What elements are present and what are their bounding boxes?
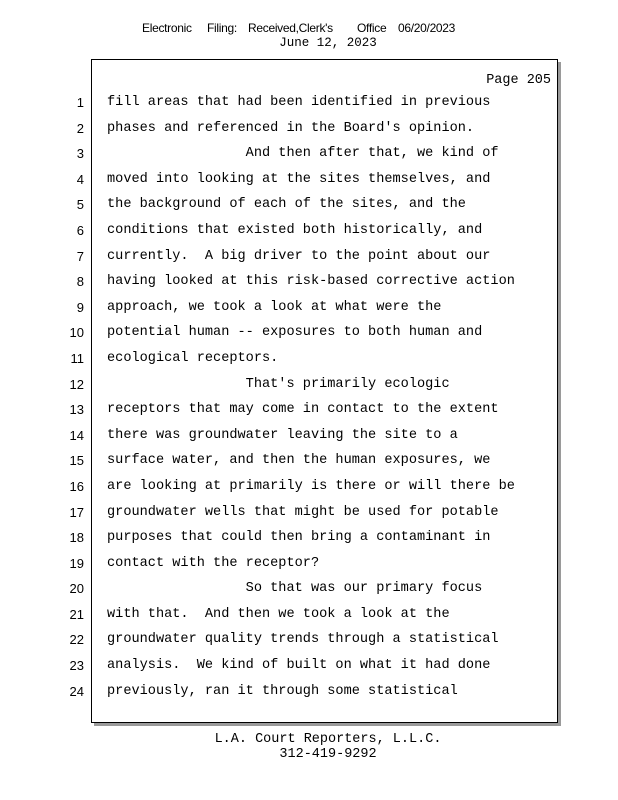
transcript-line: approach, we took a look at what were the [107,299,442,315]
transcript-line: contact with the receptor? [107,555,320,571]
line-number: 6 [76,222,84,238]
transcript-line: groundwater quality trends through a statistical [107,632,499,648]
transcript-line: phases and referenced in the Board's opinion. [107,120,475,136]
transcript-line: purposes that could then bring a contaminant in [107,530,491,546]
stamp-received-clerks: Received,Clerk's [248,21,333,35]
transcript-date: June 12, 2023 [279,36,377,50]
stamp-filing: Filing: [207,21,237,35]
line-number: 11 [70,350,84,366]
line-number: 22 [69,632,84,648]
transcript-line: conditions that existed both historically, and [107,222,483,238]
transcript-line: with that. And then we took a look at the [107,606,450,622]
line-number: 24 [69,683,84,699]
line-number-column [0,91,84,705]
line-number: 10 [69,325,84,341]
transcript-line: surface water, and then the human exposures, we [107,453,491,469]
transcript-line: previously, ran it through some statistical [107,683,458,699]
transcript-line: are looking at primarily is there or will there be [107,478,515,494]
line-number: 2 [76,120,84,136]
line-number: 5 [76,197,84,213]
transcript-line: ecological receptors. [107,350,279,366]
transcript-line: analysis. We kind of built on what it had done [107,658,491,674]
electronic-filing-stamp [0,21,618,37]
transcript-line: And then after that, we kind of [107,146,499,162]
line-number: 18 [69,530,84,546]
transcript-line: potential human -- exposures to both human and [107,325,483,341]
transcript-line: there was groundwater leaving the site to a [107,427,458,443]
stamp-electronic: Electronic [142,21,192,35]
transcript-line: fill areas that had been identified in previous [107,95,491,110]
line-number: 7 [76,248,84,264]
line-number: 8 [76,274,84,290]
reporter-company: L.A. Court Reporters, L.L.C. [214,732,442,747]
line-number: 20 [69,581,84,597]
line-number: 12 [69,376,84,392]
line-number: 21 [69,606,84,622]
transcript-line: groundwater wells that might be used for potable [107,504,499,520]
transcript-line: having looked at this risk-based corrective action [107,274,515,290]
reporter-footer [0,732,618,762]
page-number: Page 205 [486,73,551,88]
transcript-line: currently. A big driver to the point about our [107,248,491,264]
transcript-line: That's primarily ecologic [107,376,450,392]
line-number: 23 [69,658,84,674]
line-number: 1 [76,95,84,110]
line-number: 13 [69,402,84,418]
transcript-text [107,91,515,705]
transcript-line: the background of each of the sites, and the [107,197,466,213]
line-number: 17 [69,504,84,520]
line-number: 15 [69,453,84,469]
stamp-office: Office [357,21,387,35]
line-number: 16 [69,478,84,494]
line-number: 4 [76,171,84,187]
line-number: 9 [76,299,84,315]
line-number: 14 [69,427,84,443]
stamp-date: 06/20/2023 [398,21,456,35]
transcript-line: So that was our primary focus [107,581,483,597]
reporter-phone: 312-419-9292 [279,747,377,762]
transcript-line: moved into looking at the sites themselves, and [107,171,491,187]
line-number: 3 [76,146,84,162]
transcript-line: receptors that may come in contact to the extent [107,402,499,418]
line-number: 19 [69,555,84,571]
